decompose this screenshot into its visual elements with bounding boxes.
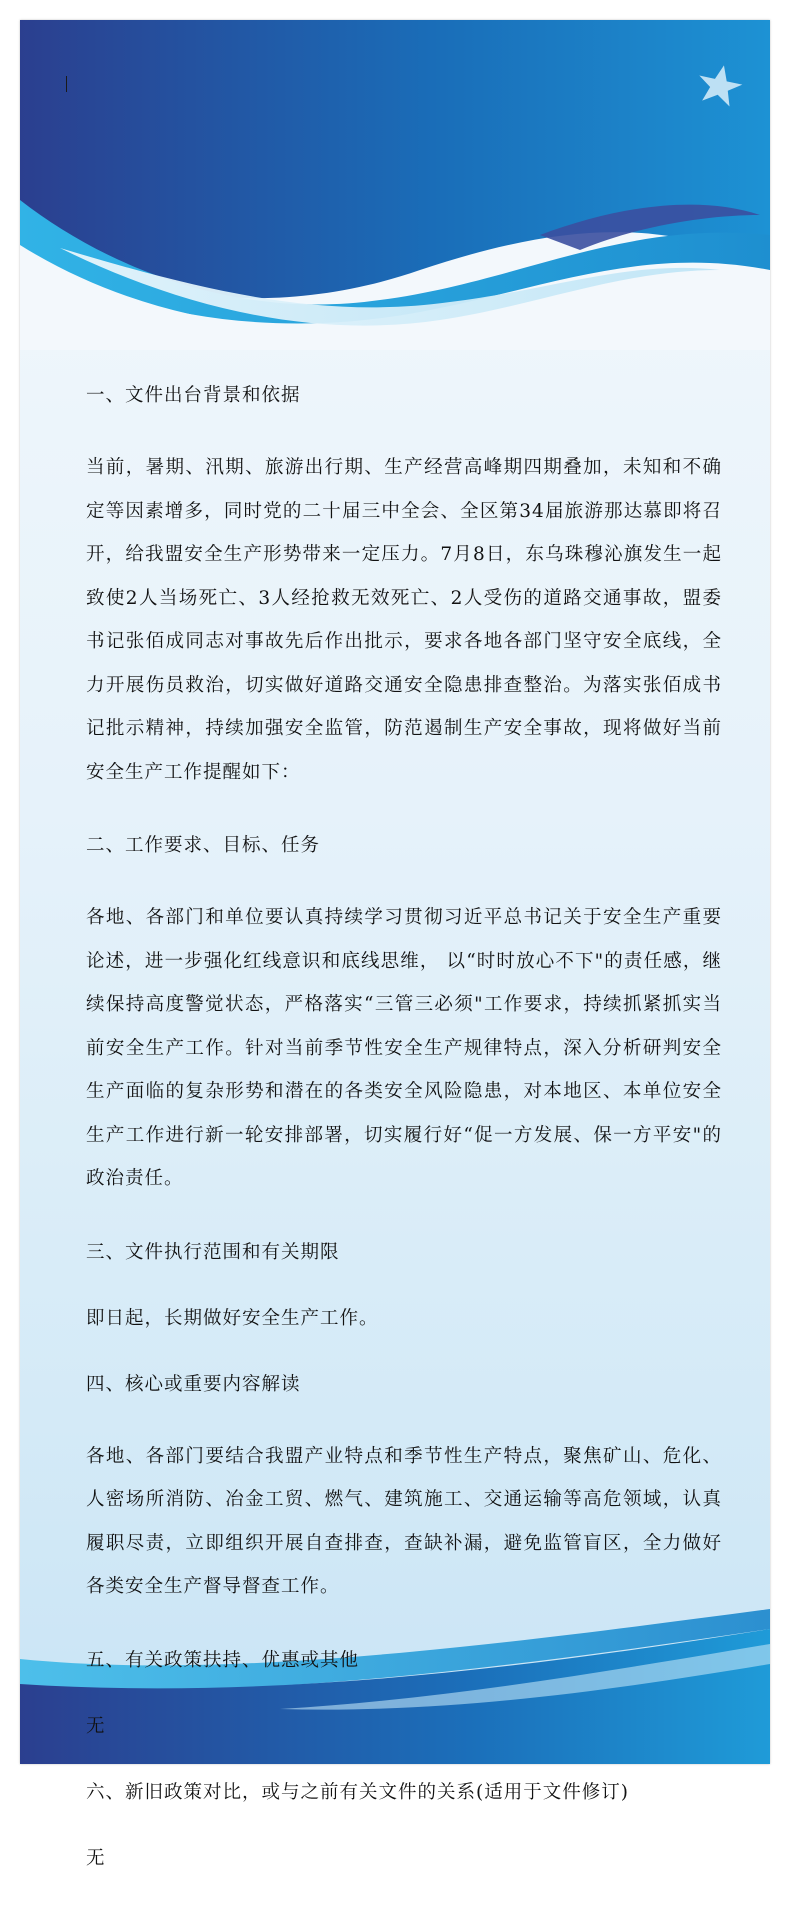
section-4-heading: 四、核心或重要内容解读 bbox=[86, 1373, 301, 1395]
section-2-heading: 二、工作要求、目标、任务 bbox=[86, 835, 321, 856]
section-5-heading: 五、有关政策扶持、优惠或其他 bbox=[86, 1649, 360, 1671]
section-2-body: 各地、各部门和单位要认真持续学习贯彻习近平总书记关于安全生产重要论述，进一步强化红线意识和底线思维， 以“时时放心不下"的责任感，继续保持高度警觉状态，严格落实“三管三必须"工作要求，持续抓紧抓实当前安全生产工作。针对当前季节性安全生产规律特点，深入分析研判安全生产面临的复杂形势和潜在的各类安全风险隐患，对本地区、本单位安全生产工作进行新一轮安排部署，切实履行好“促一方发展、保一方平安"的政治责任。 bbox=[86, 907, 722, 1189]
section-3-heading: 三、文件执行范围和有关期限 bbox=[86, 1241, 340, 1263]
section-1-body: 当前，暑期、汛期、旅游出行期、生产经营高峰期四期叠加，未知和不确定等因素增多，同时党的二十届三中全会、全区第34届旅游那达慕即将召开，给我盟安全生产形势带来一定压力。7月8日，东乌珠穆沁旗发生一起致使2人当场死亡、3人经抢救无效死亡、2人受伤的道路交通事故，盟委书记张佰成同志对事故先后作出批示，要求各地各部门坚守安全底线，全力开展伤员救治，切实做好道路交通安全隐患排查整治。为落实张佰成书记批示精神，持续加强安全监管，防范遏制生产安全事故，现将做好当前安全生产工作提醒如下： bbox=[86, 457, 722, 783]
section-6-heading: 六、新旧政策对比，或与之前有关文件的关系(适用于文件修订) bbox=[86, 1781, 629, 1803]
document-body bbox=[86, 380, 722, 1909]
header-wave-banner bbox=[20, 20, 770, 350]
section-3-body: 即日起，长期做好安全生产工作。 bbox=[86, 1307, 379, 1329]
section-1-heading: 一、文件出台背景和依据 bbox=[86, 385, 301, 406]
text-cursor bbox=[66, 76, 67, 92]
section-6-body: 无 bbox=[86, 1847, 106, 1869]
section-5-body: 无 bbox=[86, 1715, 106, 1737]
poster-panel bbox=[20, 20, 770, 1869]
section-4-body: 各地、各部门要结合我盟产业特点和季节性生产特点，聚焦矿山、危化、人密场所消防、冶金工贸、燃气、建筑施工、交通运输等高危领域，认真履职尽责，立即组织开展自查排查，查缺补漏，避免监管盲区，全力做好各类安全生产督导督查工作。 bbox=[86, 1445, 722, 1597]
